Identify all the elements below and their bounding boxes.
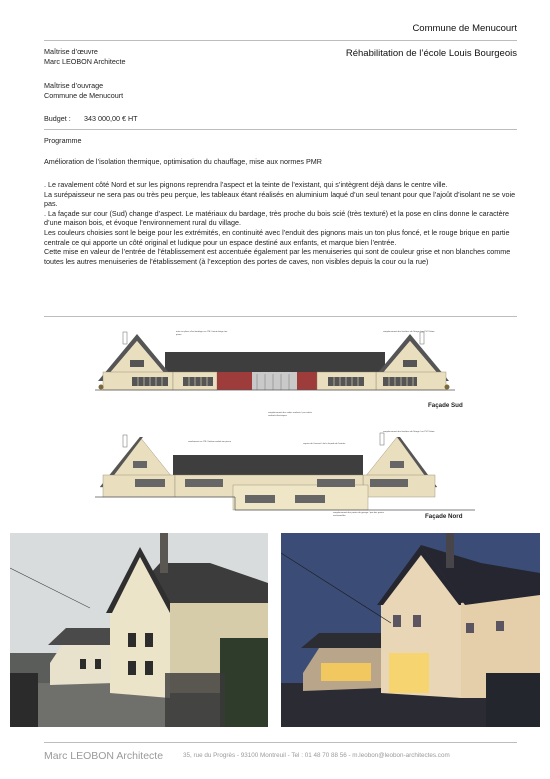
north-facade-drawing	[95, 425, 475, 515]
south-facade-title: Façade Sud	[428, 402, 463, 409]
south-annotation-right: remplacement des fenêtres de l'étage / en PVC blanc	[383, 331, 435, 333]
project-title: Réhabilitation de l’école Louis Bourgeois	[345, 48, 517, 59]
commune-header: Commune de Menucourt	[412, 23, 517, 34]
moe-label: Maîtrise d’œuvre	[44, 47, 98, 56]
north-annotation-bottom: remplacement des portes de garage / par des portes sectionnelles	[333, 512, 384, 517]
south-annotation-left: mise en place d'un bardage sur ITE / teinte beige ton pierre	[176, 331, 228, 336]
description-p1: . Le ravalement côté Nord et sur les pignons reprendra l’aspect et la teinte de l’existant, qui s’intègrent déjà dans le centre ville.	[44, 180, 448, 189]
photo-school-dusk	[281, 533, 540, 727]
budget-label: Budget :	[44, 114, 71, 123]
programme-label: Programme	[44, 136, 82, 145]
mo-label: Maîtrise d’ouvrage	[44, 81, 104, 90]
photo-school-day-image	[10, 533, 268, 727]
description-p2: La surépaisseur ne sera pas ou très peu perçue, les tableaux étant réalisés en aluminium laqué d’un seul tenant pour que l’ajoût d’isolant ne se voie pas.	[44, 189, 516, 209]
budget-divider	[44, 129, 517, 130]
description-p4: Les couleurs choisies sont le beige pour les extrémités, en continuité avec l’enduit des pignons mais un ton plus foncé, et le rouge brique en partie centrale ce qui apporte un côté original et ludique pour un espace destiné aux enfants, et marque bien l’entrée.	[44, 227, 510, 247]
description-block	[44, 180, 520, 266]
north-annotation-left: ravalement sur ITE / finition enduit ton pierre	[188, 441, 232, 443]
mo-value: Commune de Menucourt	[44, 91, 124, 100]
description-p3: . La façade sur cour (Sud) change d’aspect. Le matériaux du bardage, très proche du bois scié (très texturé) et la pose en clins donne le caractère d’une maison bois, et évoque l’environnement rural du village.	[44, 208, 510, 228]
photo-school-day	[10, 533, 268, 727]
photo-school-dusk-image	[281, 533, 540, 727]
header-divider	[44, 40, 517, 41]
description-divider	[44, 316, 517, 317]
footer-contact-info: 35, rue du Progrès - 93100 Montreuil - Tel : 01 48 70 88 56 - m.leobon@leobon-architectes.com	[183, 752, 450, 759]
footer-architect-name: Marc LEOBON Architecte	[44, 750, 164, 762]
north-annotation-mid: reprise de l'auvent / de la façade de l'entrée	[303, 443, 346, 445]
north-annotation-top: remplacement des volets roulants / par volets roulants électriques	[268, 412, 313, 417]
description-p5: Cette mise en valeur de l’entrée de l’établissement est accentuée également par les menuiseries qui sont de couleur grise et non blanches comme toutes les autres menuiseries de l’établissement (à l’exception des portes de caves, non visibles depuis la cour ou la rue)	[44, 247, 511, 266]
budget-value: 343 000,00 € HT	[84, 114, 138, 123]
footer-divider	[44, 742, 517, 743]
programme-text: Amélioration de l’isolation thermique, optimisation du chauffage, mise aux normes PMR	[44, 157, 322, 166]
moe-value: Marc LEOBON Architecte	[44, 57, 126, 66]
south-facade-drawing	[95, 330, 455, 410]
north-facade-title: Façade Nord	[425, 513, 463, 520]
north-annotation-right: remplacement des fenêtres de l'étage / en PVC blanc	[383, 431, 435, 433]
